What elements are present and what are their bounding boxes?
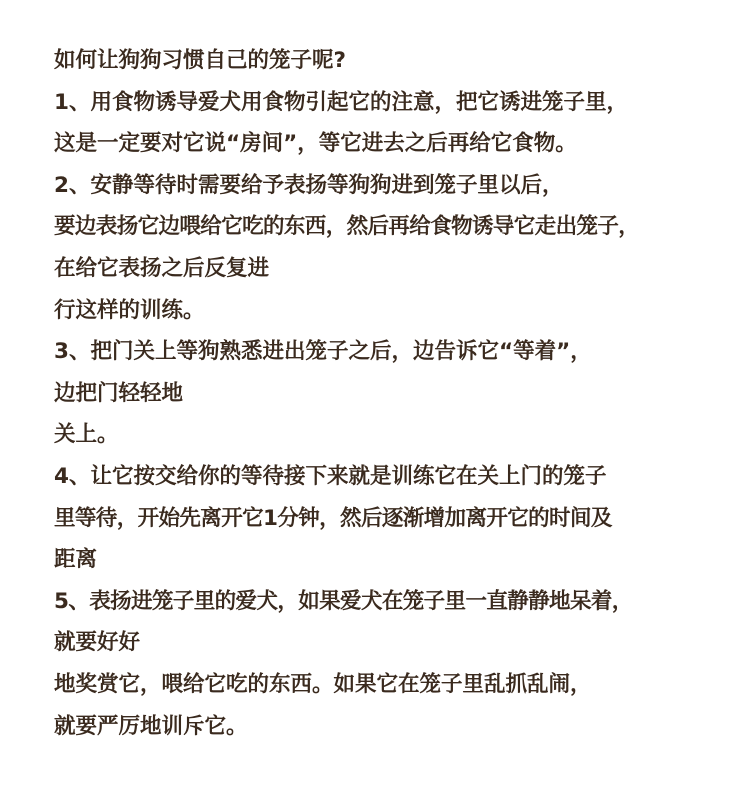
article-line: 就要严厉地训斥它。 — [54, 713, 248, 739]
article-line: 4、让它按交给你的等待接下来就是训练它在关上门的笼子 — [54, 463, 607, 489]
article-line: 这是一定要对它说“房间”，等它进去之后再给它食物。 — [54, 131, 577, 157]
article-line: 1、用食物诱导爱犬用食物引起它的注意，把它诱进笼子里， — [54, 89, 628, 115]
article-line: 在给它表扬之后反复进 — [54, 255, 270, 281]
article-line: 5、表扬进笼子里的爱犬，如果爱犬在笼子里一直静静地呆着， — [54, 588, 633, 614]
article-line: 地奖赏它，喂给它吃的东西。如果它在笼子里乱抓乱闹， — [54, 671, 592, 697]
article-line: 2、安静等待时需要给予表扬等狗狗进到笼子里以后， — [54, 172, 564, 198]
article-line: 关上。 — [54, 422, 119, 448]
article-line: 里等待，开始先离开它1分钟，然后逐渐增加离开它的时间及 — [54, 505, 612, 531]
article — [54, 40, 746, 747]
article-line: 要边表扬它边喂给它吃的东西，然后再给食物诱导它走出笼子， — [54, 214, 640, 240]
article-line: 行这样的训练。 — [54, 297, 205, 323]
article-line: 边把门轻轻地 — [54, 380, 184, 406]
article-line: 距离 — [54, 547, 98, 573]
article-title: 如何让狗狗习惯自己的笼子呢? — [54, 48, 346, 73]
article-line: 就要好好 — [54, 630, 141, 656]
article-line: 3、把门关上等狗熟悉进出笼子之后，边告诉它“等着”， — [54, 339, 592, 365]
